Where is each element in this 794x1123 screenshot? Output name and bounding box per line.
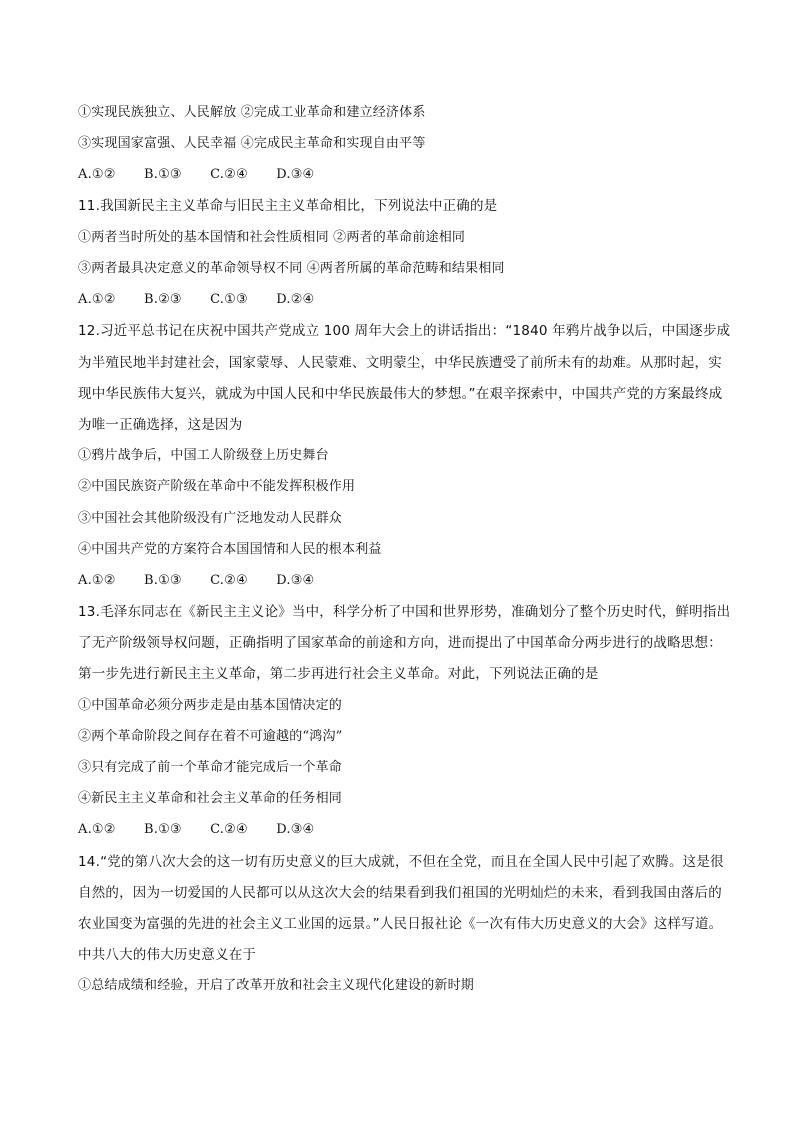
q10-choice-c: C.②④ [210,167,248,182]
q12-option-4: ④中国共产党的方案符合本国国情和人民的根本利益 [78,542,382,557]
q11-option-line-1: ①两者当时所处的基本国情和社会性质相同 ②两者的革命前途相同 [78,230,466,245]
q11-option-line-2: ③两者最具决定意义的革命领导权不同 ④两者所属的革命范畴和结果相同 [78,261,505,276]
q14-option-1: ①总结成绩和经验，开启了改革开放和社会主义现代化建设的新时期 [78,978,475,993]
q12-choice-a: A.①② [78,573,116,588]
q12-option-3: ③中国社会其他阶级没有广泛地发动人民群众 [78,511,343,526]
q13-stem-line-1: 13.毛泽东同志在《新民主主义论》当中，科学分析了中国和世界形势，准确划分了整个历史时代，鲜明指出 [78,604,731,620]
q10-choice-a: A.①② [78,167,116,182]
q12-option-1: ①鸦片战争后，中国工人阶级登上历史舞台 [78,448,329,463]
q10-choice-d: D.③④ [276,167,315,182]
q13-option-2: ②两个革命阶段之间存在着不可逾越的“鸿沟” [78,729,343,744]
q11-choices [78,291,748,309]
q11-choice-d: D.②④ [276,292,315,307]
q11-choice-b: B.②③ [143,292,182,307]
q13-choice-b: B.①③ [143,822,182,837]
q13-choice-d: D.③④ [276,822,315,837]
q12-option-2: ②中国民族资产阶级在革命中不能发挥积极作用 [78,479,356,494]
q12-choices [78,572,748,590]
q13-option-3: ③只有完成了前一个革命才能完成后一个革命 [78,760,343,775]
q14-stem-line-3: 农业国变为富强的先进的社会主义工业国的远景。”人民日报社论《一次有伟大历史意义的大会》这样写道。 [78,916,723,932]
q12-stem-line-3: 现中华民族伟大复兴，就成为中国人民和中华民族最伟大的梦想。”在艰辛探索中，中国共产党的方案最终成 [78,386,723,402]
q10-option-line-1: ①实现民族独立、人民解放 ②完成工业革命和建立经济体系 [78,105,426,120]
q14-stem-line-2: 自然的，因为一切爱国的人民都可以从这次大会的结果看到我们祖国的光明灿烂的未来，看到我国由落后的 [78,885,722,901]
q13-option-1: ①中国革命必须分两步走是由基本国情决定的 [78,698,343,713]
q13-option-4: ④新民主主义革命和社会主义革命的任务相同 [78,791,343,806]
q11-stem: 11.我国新民主主义革命与旧民主主义革命相比，下列说法中正确的是 [78,198,498,214]
q14-stem-line-4: 中共八大的伟大历史意义在于 [78,947,257,963]
q10-choice-b: B.①③ [143,167,182,182]
q13-stem-line-2: 了无产阶级领导权问题，正确指明了国家革命的前途和方向，进而提出了中国革命分两步进行的战略思想： [78,635,722,651]
q13-choice-c: C.②④ [210,822,248,837]
q13-choices [78,821,748,839]
q13-stem-line-3: 第一步先进行新民主主义革命，第二步再进行社会主义革命。对此，下列说法正确的是 [78,666,599,682]
q12-stem-line-2: 为半殖民地半封建社会，国家蒙辱、人民蒙难、文明蒙尘，中华民族遭受了前所未有的劫难。从那时起，实 [78,355,722,371]
q12-choice-b: B.①③ [143,573,182,588]
q12-stem-line-4: 为唯一正确选择，这是因为 [78,417,243,433]
q10-choices [78,166,748,184]
q11-choice-c: C.①③ [210,292,248,307]
q12-choice-d: D.③④ [276,573,315,588]
q12-choice-c: C.②④ [210,573,248,588]
q13-choice-a: A.①② [78,822,116,837]
q11-choice-a: A.①② [78,292,116,307]
q12-stem-line-1: 12.习近平总书记在庆祝中国共产党成立 100 周年大会上的讲话指出：“1840 年鸦片战争以后，中国逐步成 [78,323,731,339]
q14-stem-line-1: 14.“党的第八次大会的这一切有历史意义的巨大成就，不但在全党，而且在全国人民中引起了欢腾。这是很 [78,854,724,870]
q10-option-line-2: ③实现国家富强、人民幸福 ④完成民主革命和实现自由平等 [78,136,426,151]
